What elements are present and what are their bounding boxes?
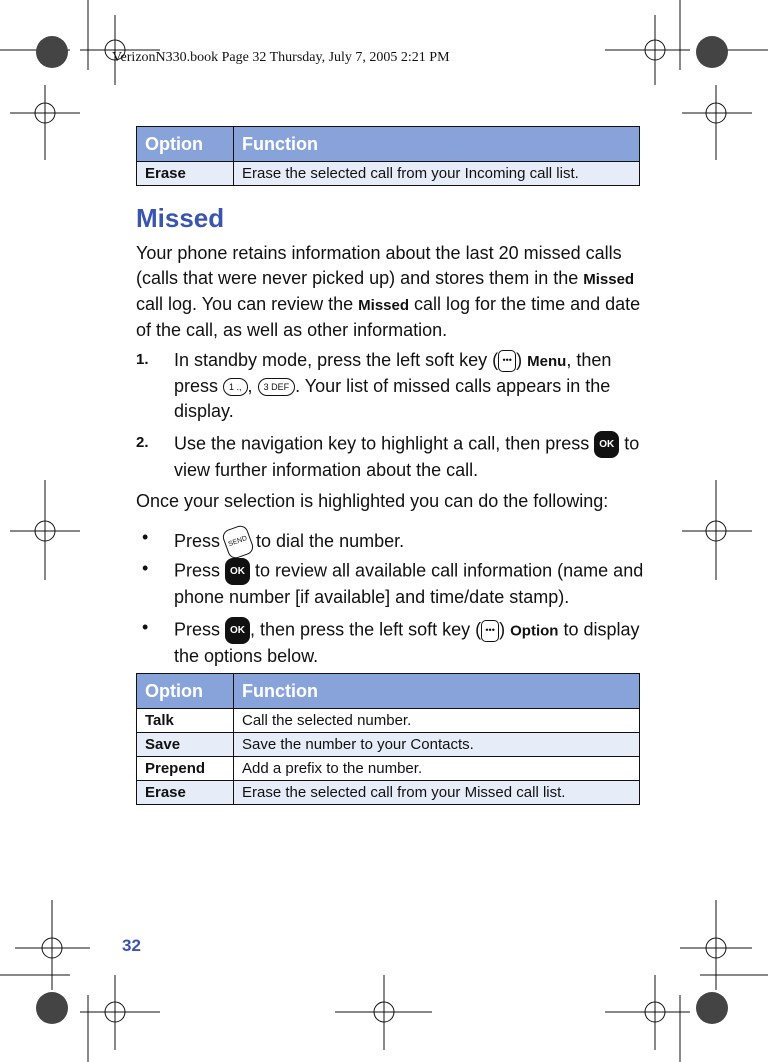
send-key-icon: SEND — [221, 523, 256, 560]
bullet-icon: • — [142, 558, 149, 578]
option-cell: Save — [137, 733, 234, 757]
bullet-2-text: Press OK to review all available call information (name and phone number [if available] and time/date stamp). — [174, 558, 644, 610]
function-cell: Call the selected number. — [234, 709, 640, 733]
table-row — [137, 162, 640, 186]
step-number: 2. — [136, 434, 149, 451]
column-header-function: Function — [234, 674, 640, 709]
bullet-icon: • — [142, 617, 149, 637]
option-cell: Talk — [137, 709, 234, 733]
step-number: 1. — [136, 351, 149, 368]
option-cell: Prepend — [137, 757, 234, 781]
table-row — [137, 733, 640, 757]
bullet-icon: • — [142, 527, 149, 547]
options-table-incoming — [136, 126, 640, 186]
bullet-3-text: Press OK , then press the left soft key ( ••• ) Option to display the options below. — [174, 617, 644, 669]
function-cell: Erase the selected call from your Missed call list. — [234, 781, 640, 805]
page-number: 32 — [122, 936, 141, 955]
left-soft-key-icon: ••• — [481, 620, 499, 642]
step-2-text: Use the navigation key to highlight a call, then press OK to view further information about the call. — [174, 431, 644, 483]
column-header-option: Option — [137, 674, 234, 709]
section-title: Missed — [136, 203, 225, 233]
table-row — [137, 757, 640, 781]
function-cell: Save the number to your Contacts. — [234, 733, 640, 757]
ok-key-icon: OK — [225, 558, 250, 585]
option-cell: Erase — [137, 781, 234, 805]
function-cell: Add a prefix to the number. — [234, 757, 640, 781]
column-header-function: Function — [234, 127, 640, 162]
once-paragraph: Once your selection is highlighted you can do the following: — [136, 491, 609, 511]
column-header-option: Option — [137, 127, 234, 162]
key-3-icon: 3 DEF — [258, 378, 296, 396]
step-1-text: In standby mode, press the left soft key ( ••• ) Menu, then press 1 ., , 3 DEF . Your list of missed calls appears in the display. — [174, 350, 612, 421]
bullet-1-text: Press SEND to dial the number. — [174, 527, 644, 557]
options-table-missed — [136, 673, 640, 805]
crop-mark-icon — [0, 0, 160, 85]
table-row — [137, 781, 640, 805]
key-1-icon: 1 ., — [223, 378, 248, 396]
option-cell: Erase — [137, 162, 234, 186]
ok-key-icon: OK — [225, 617, 250, 644]
function-cell: Erase the selected call from your Incoming call list. — [234, 162, 640, 186]
ok-key-icon: OK — [594, 431, 619, 458]
left-soft-key-icon: ••• — [498, 350, 516, 372]
table-row — [137, 709, 640, 733]
intro-paragraph: Your phone retains information about the last 20 missed calls (calls that were never picked up) and stores them in the Missed call log. You can review the Missed call log for the time and date of the call, as well as other information. — [136, 243, 641, 340]
running-header: VerizonN330.book Page 32 Thursday, July 7, 2005 2:21 PM — [112, 50, 450, 65]
